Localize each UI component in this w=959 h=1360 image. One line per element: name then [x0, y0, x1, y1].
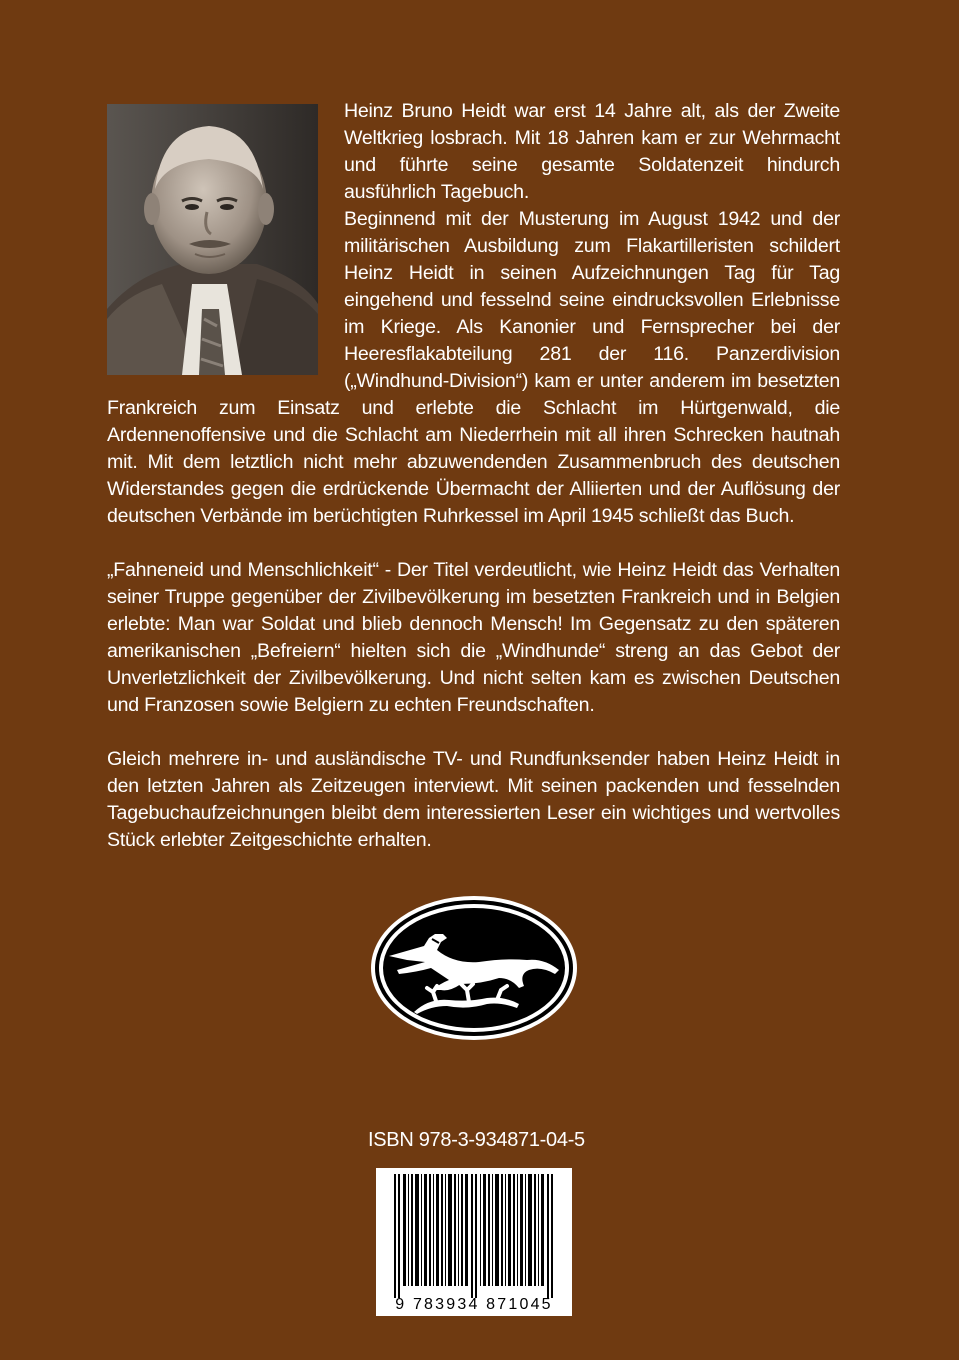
paragraph-title-meaning: „Fahneneid und Menschlichkeit“ - Der Titel verdeutlicht, wie Heinz Heidt das Verhalten seiner Truppe gegenüber der Zivilbevölkerung im besetzten Frankreich und in Belgien erlebte: Man war Soldat und blieb dennoch Mensch! Im Gegensatz zu den späteren amerikanischen „Befreiern“ hielten sich die „Windhunde“ streng an das Gebot der Unverletzlichkeit der Zivilbevölkerung. Und nicht selten kam es zwischen Deutschen und Franzosen sowie Belgiern zu echten Freundschaften. [107, 559, 840, 716]
paragraph-summary: Beginnend mit der Musterung im August 1942 und der militärischen Ausbildung zum Flakartilleristen schildert Heinz Heidt in seinen Aufzeichnungen Tag für Tag eingehend und fesselnd seine eindrucksvollen Erlebnisse im Kriege. Als Kanonier und Fernsprecher bei der Heeresflakabteilung 281 der 116. Panzerdivision („Windhund-Division“) kam er unter anderem im besetzten Frankreich zum Einsatz und erlebte die Schlacht im Hürtgenwald, die Ardennenoffensive und die Schlacht am Niederrhein mit all ihren Schrecken hautnah mit. Mit dem letztlich nicht mehr abzuwendenden Zusammenbruch des deutschen Widerstandes gegen die erdrückende Übermacht der Alliierten und der Auflösung der deutschen Verbände im berüchtigten Ruhrkessel im April 1945 schließt das Buch. [107, 208, 840, 527]
isbn-label: ISBN 978-3-934871-04-5 [368, 1129, 585, 1151]
greyhound-emblem-icon [369, 894, 579, 1042]
author-portrait [107, 104, 318, 375]
barcode-digits: 9 783934 871045 [395, 1296, 553, 1313]
author-portrait-image [107, 104, 318, 375]
barcode-bars [376, 1168, 572, 1316]
paragraph-intro: Heinz Bruno Heidt war erst 14 Jahre alt, als der Zweite Weltkrieg losbrach. Mit 18 Jahren kam er zur Wehrmacht und führte seine gesamte Soldatenzeit hindurch ausführlich Tagebuch. [344, 100, 840, 203]
isbn-barcode [376, 1168, 572, 1316]
paragraph-closing: Gleich mehrere in- und ausländische TV- und Rundfunksender haben Heinz Heidt in den letzten Jahren als Zeitzeugen interviewt. Mit seinen packenden und fesselnden Tagebuchaufzeichnungen bleibt dem interessierten Leser ein wichtiges und wertvolles Stück erlebter Zeitgeschichte erhalten. [107, 748, 840, 851]
blurb-text [107, 98, 840, 854]
